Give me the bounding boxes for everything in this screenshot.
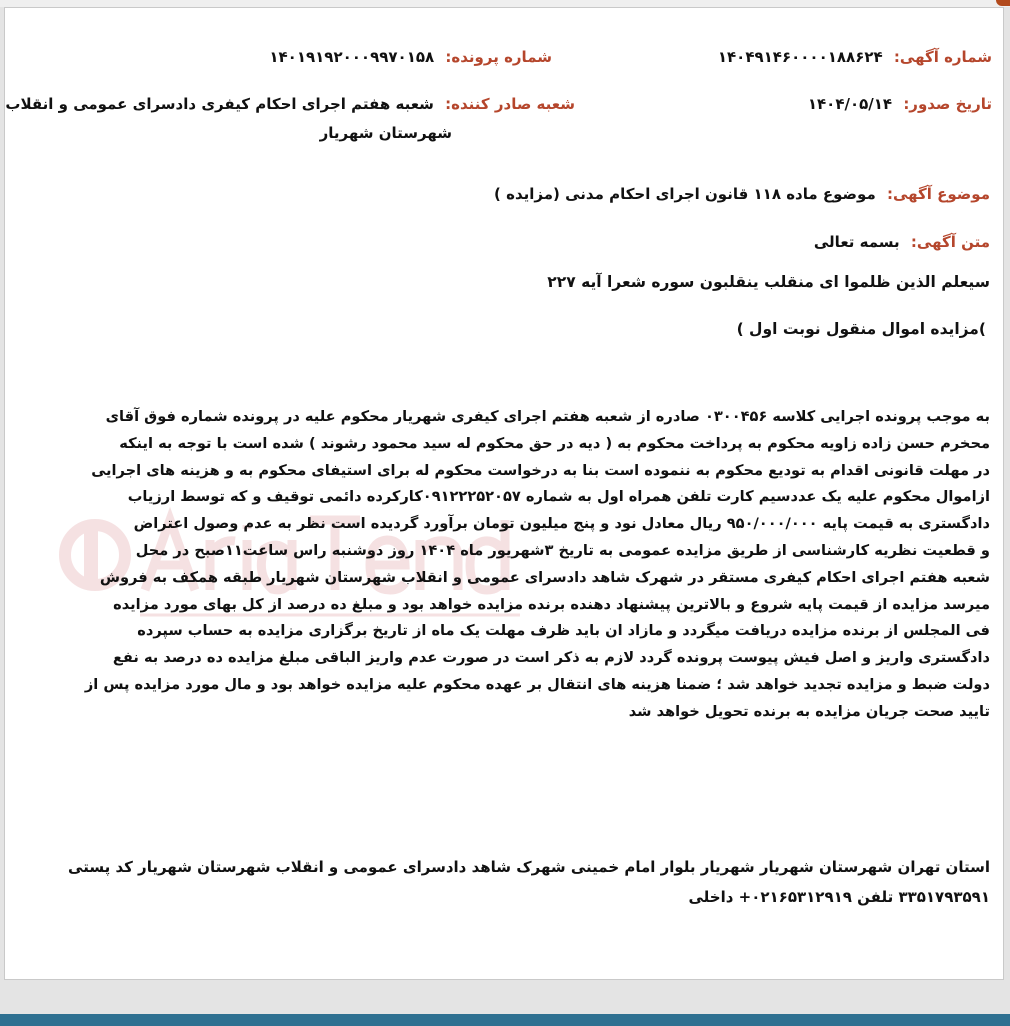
case-number-label: شماره پرونده:	[445, 48, 552, 66]
body-line: شعبه هفتم اجرای احکام کیفری مستقر در شهرک شاهد دادسرای عمومی و انقلاب شهرستان شهریار طبقه همکف به فروش	[99, 568, 990, 586]
body-line: فی المجلس از برنده مزایده دریافت میگردد و مازاد ان باید ظرف مهلت یک ماه از تاریخ برگزاری مزایده به حساب سپرده	[137, 622, 990, 640]
body-line: تایید صحت جریان مزایده به برنده تحویل خواهد شد	[628, 702, 990, 720]
body-line: به موجب پرونده اجرایی کلاسه ۰۳۰۰۴۵۶ صادره از شعبه هفتم اجرای کیفری شهریار محکوم علیه در پرونده شماره فوق آقای	[105, 408, 990, 425]
subject-value: موضوع ماده ۱۱۸ قانون اجرای احکام مدنی (مزایده )	[494, 185, 876, 203]
subject-field	[494, 185, 990, 203]
issuing-branch-label: شعبه صادر کننده:	[445, 95, 575, 113]
body-line: محخرم حسن زاده زاویه محکوم به پرداخت محکوم به ( دیه در حق محکوم له سید محمود رشوند ) شده است با توجه به اینکه	[119, 434, 990, 452]
notice-number-field	[718, 48, 992, 66]
text-intro-value: بسمه تعالی	[813, 233, 900, 251]
case-number-field	[269, 48, 552, 66]
auction-title: )مزایده اموال منقول نوبت اول )	[736, 320, 986, 338]
address-block	[18, 852, 990, 912]
issue-date-field	[808, 95, 992, 113]
body-line: و قطعیت نظریه کارشناسی از طریق مزایده عمومی به تاریخ ۳شهریور ماه ۱۴۰۴ روز دوشنبه راس ساعت۱۱صبح در محل	[135, 541, 990, 559]
text-intro-label: متن آگهی:	[910, 233, 990, 251]
notice-number-value: ۱۴۰۴۹۱۴۶۰۰۰۰۱۸۸۶۲۴	[717, 48, 883, 66]
body-line: دادگستری به قیمت پایه ۹۵۰/۰۰۰/۰۰۰ ریال معادل نود و پنج میلیون تومان برآورد گردیده است نظر به عدم وصول اعتراض	[133, 515, 990, 533]
verse-line: سیعلم الذین ظلموا ای منقلب ینقلبون سوره شعرا آیه ۲۲۷	[547, 273, 990, 291]
issuing-branch-field	[5, 95, 575, 113]
body-line: در مهلت قانونی اقدام به تودیع محکوم به ننموده است بنا به درخواست محکوم له برای استیفای محکوم به و هزینه های اجرایی	[91, 461, 990, 479]
issue-date-value: ۱۴۰۴/۰۵/۱۴	[807, 95, 893, 113]
case-number-value: ۱۴۰۱۹۱۹۲۰۰۰۹۹۷۰۱۵۸	[269, 48, 435, 66]
body-line: دادگستری واریز و اصل فیش پیوست پرونده گردد لازم به ذکر است در صورت عدم واریز الباقی مبلغ مزایده ده درصد به نفع	[112, 649, 990, 667]
issuing-branch-value: شعبه هفتم اجرای احکام کیفری دادسرای عمومی و انقلاب	[5, 95, 434, 113]
body-line: دولت ضبط و مزایده تجدید خواهد شد ؛ ضمنا هزینه های انتقال بر عهده محکوم علیه مزایده خواهد بود و مال مورد مزایده پس از	[84, 675, 990, 693]
issuing-branch-value-line2: شهرستان شهریار	[319, 124, 452, 142]
subject-label: موضوع آگهی:	[886, 185, 990, 203]
address-line: استان تهران شهرستان شهریار شهریار بلوار امام خمینی شهرک شاهد دادسرای عمومی و انقلاب شهرستان شهریار کد پستی	[68, 858, 990, 876]
issue-date-label: تاریخ صدور:	[903, 95, 992, 113]
address-line: ۳۳۵۱۷۹۳۵۹۱ تلفن ۰۲۱۶۵۳۱۲۹۱۹+ داخلی	[688, 888, 990, 906]
body-line: ازاموال محکوم علیه یک عددسیم کارت تلفن همراه اول به شماره ۰۹۱۲۲۲۵۲۰۵۷کارکرده دائمی توقیف و که توسط ارزیاب	[127, 488, 990, 506]
top-band	[0, 0, 1010, 7]
text-intro-field	[814, 233, 990, 251]
notice-number-label: شماره آگهی:	[893, 48, 992, 66]
notice-body	[18, 404, 990, 726]
bottom-band	[0, 1014, 1010, 1026]
body-line: میرسد مزایده از قیمت پایه شروع و بالاترین پیشنهاد دهنده برنده مزایده خواهد بود و مبلغ ده درصد از کل بهای مورد مزایده	[113, 595, 990, 613]
corner-accent	[996, 0, 1010, 6]
